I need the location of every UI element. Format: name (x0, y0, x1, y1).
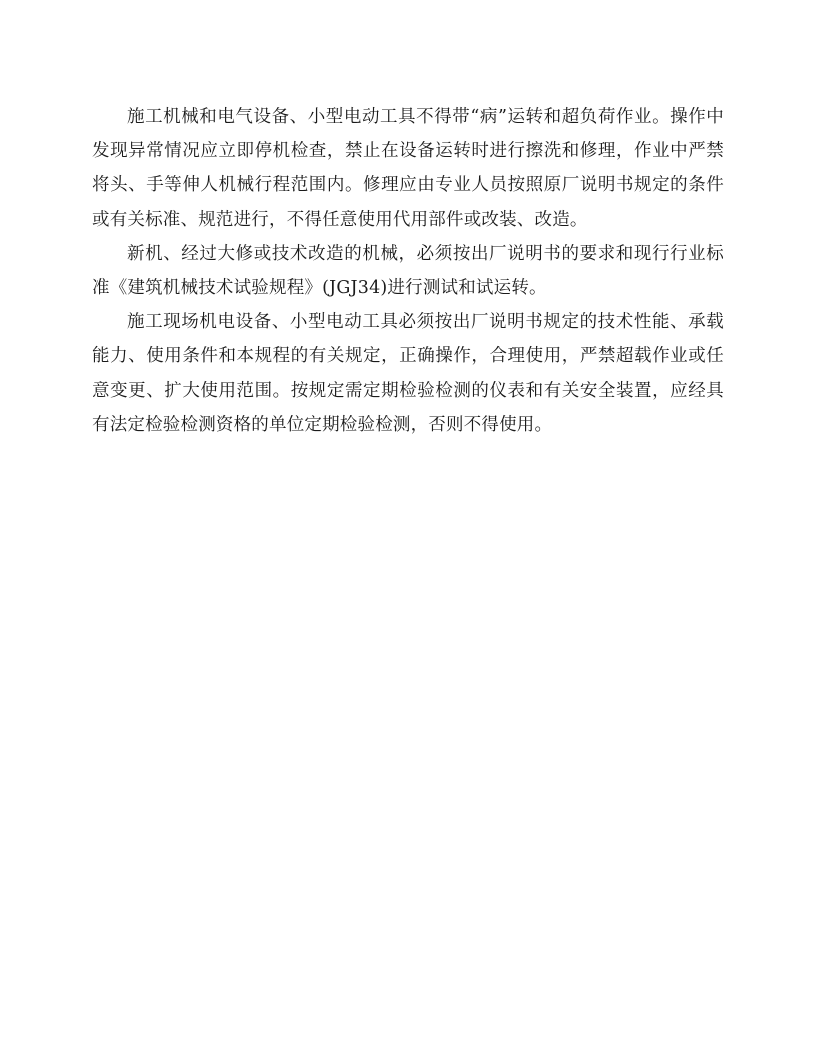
document-body (92, 100, 724, 442)
paragraph-machinery-operation: 施工机械和电气设备、小型电动工具不得带“病”运转和超负荷作业。操作中发现异常情况应立即停机检查，禁止在设备运转时进行擦洗和修理，作业中严禁将头、手等伸人机械行程范围内。修理应由专业人员按照原厂说明书规定的条件或有关标准、规范进行，不得任意使用代用部件或改装、改造。 (92, 107, 724, 230)
paragraph-equipment-usage: 施工现场机电设备、小型电动工具必须按出厂说明书规定的技术性能、承载能力、使用条件和本规程的有关规定，正确操作，合理使用，严禁超载作业或任意变更、扩大使用范围。按规定需定期检验检测的仪表和有关安全装置，应经具有法定检验检测资格的单位定期检验检测，否则不得使用。 (92, 312, 724, 435)
paragraph-new-machine-testing: 新机、经过大修或技术改造的机械，必须按出厂说明书的要求和现行行业标准《建筑机械技术试验规程》(JGJ34)进行测试和试运转。 (92, 243, 724, 299)
